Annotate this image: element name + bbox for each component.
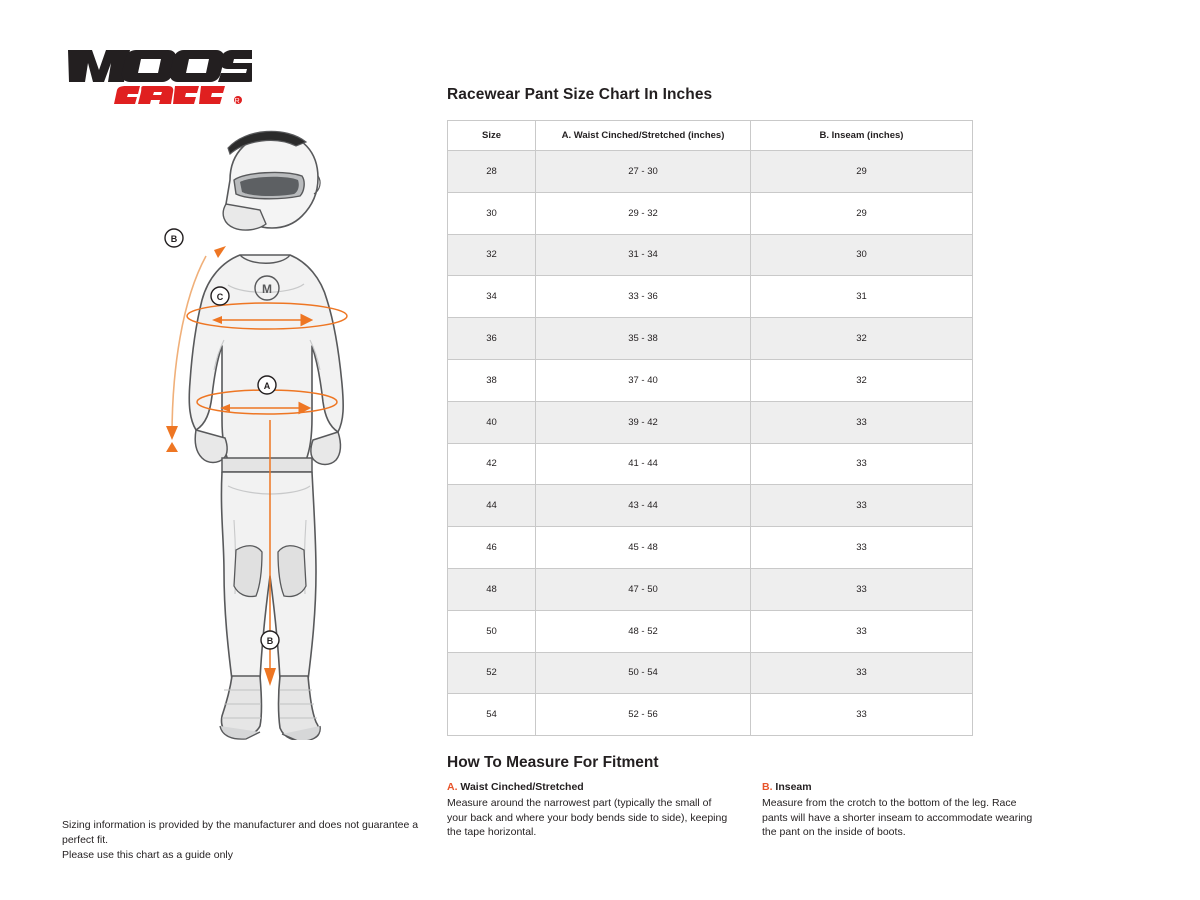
table-row	[448, 359, 973, 401]
table-row	[448, 151, 973, 193]
cell-size: 34	[448, 276, 536, 318]
cell-waist: 41 - 44	[536, 443, 751, 485]
cell-size: 30	[448, 192, 536, 234]
svg-text:C: C	[216, 292, 224, 302]
table-row	[448, 192, 973, 234]
cell-waist: 27 - 30	[536, 151, 751, 193]
cell-inseam: 33	[751, 568, 973, 610]
cell-waist: 37 - 40	[536, 359, 751, 401]
cell-waist: 47 - 50	[536, 568, 751, 610]
table-row	[448, 652, 973, 694]
cell-inseam: 33	[751, 610, 973, 652]
table-row	[448, 694, 973, 736]
cell-waist: 39 - 42	[536, 401, 751, 443]
cell-size: 52	[448, 652, 536, 694]
cell-inseam: 33	[751, 401, 973, 443]
column-header-waist: A. Waist Cinched/Stretched (inches)	[536, 121, 751, 151]
svg-text:R: R	[234, 98, 240, 105]
column-header-inseam: B. Inseam (inches)	[751, 121, 973, 151]
measure-letter-b: B.	[762, 781, 773, 794]
cell-waist: 43 - 44	[536, 485, 751, 527]
cell-inseam: 29	[751, 192, 973, 234]
cell-inseam: 33	[751, 694, 973, 736]
cell-inseam: 33	[751, 443, 973, 485]
table-row	[448, 401, 973, 443]
disclaimer-line-2: Please use this chart as a guide only	[62, 849, 234, 862]
cell-size: 44	[448, 485, 536, 527]
measure-letter-a: A.	[447, 781, 458, 794]
table-row	[448, 443, 973, 485]
measure-heading-text: Inseam	[775, 781, 812, 794]
cell-waist: 29 - 32	[536, 192, 751, 234]
measure-item-heading	[762, 781, 1043, 793]
cell-inseam: 33	[751, 652, 973, 694]
cell-inseam: 30	[751, 234, 973, 276]
svg-text:B: B	[170, 234, 178, 244]
table-row	[448, 610, 973, 652]
how-to-measure-section	[447, 754, 1077, 839]
cell-inseam: 31	[751, 276, 973, 318]
measure-item-inseam	[762, 781, 1077, 839]
chart-title: Racewear Pant Size Chart In Inches	[447, 86, 713, 103]
cell-size: 46	[448, 527, 536, 569]
svg-text:A: A	[263, 381, 271, 391]
measure-item-waist	[447, 781, 762, 839]
cell-inseam: 33	[751, 527, 973, 569]
table-row	[448, 485, 973, 527]
table-row	[448, 568, 973, 610]
cell-waist: 35 - 38	[536, 318, 751, 360]
cell-size: 38	[448, 359, 536, 401]
size-chart-panel	[447, 86, 1033, 840]
table-row	[448, 527, 973, 569]
cell-size: 32	[448, 234, 536, 276]
helmet	[223, 131, 320, 230]
size-chart-table	[447, 120, 973, 736]
table-row	[448, 276, 973, 318]
cell-inseam: 32	[751, 318, 973, 360]
cell-size: 28	[448, 151, 536, 193]
cell-size: 40	[448, 401, 536, 443]
table-header-row	[448, 121, 973, 151]
disclaimer-line-1: Sizing information is provided by the manufacturer and does not guarantee a perfect fit.	[62, 819, 419, 847]
column-header-size: Size	[448, 121, 536, 151]
measure-item-text: Measure around the narrowest part (typically the small of your back and where your body bends side to side), keeping the tape horizontal.	[447, 797, 728, 839]
cell-waist: 45 - 48	[536, 527, 751, 569]
cell-size: 36	[448, 318, 536, 360]
cell-size: 48	[448, 568, 536, 610]
how-to-measure-title: How To Measure For Fitment	[447, 754, 659, 772]
cell-waist: 50 - 54	[536, 652, 751, 694]
cell-waist: 31 - 34	[536, 234, 751, 276]
table-row	[448, 234, 973, 276]
measure-heading-text: Waist Cinched/Stretched	[460, 781, 584, 794]
cell-waist: 52 - 56	[536, 694, 751, 736]
cell-size: 54	[448, 694, 536, 736]
cell-waist: 48 - 52	[536, 610, 751, 652]
cell-size: 50	[448, 610, 536, 652]
table-row	[448, 318, 973, 360]
measure-item-heading	[447, 781, 728, 793]
cell-inseam: 29	[751, 151, 973, 193]
disclaimer-text	[62, 818, 432, 864]
svg-text:B: B	[266, 636, 274, 646]
moose-racing-logo	[62, 46, 252, 106]
cell-inseam: 32	[751, 359, 973, 401]
cell-waist: 33 - 36	[536, 276, 751, 318]
cell-inseam: 33	[751, 485, 973, 527]
cell-size: 42	[448, 443, 536, 485]
measure-item-text: Measure from the crotch to the bottom of the leg. Race pants will have a shorter inseam to accommodate wearing the pant on the inside of boots.	[762, 797, 1033, 839]
svg-text:M: M	[262, 282, 272, 296]
rider-measurement-diagram	[110, 120, 430, 740]
